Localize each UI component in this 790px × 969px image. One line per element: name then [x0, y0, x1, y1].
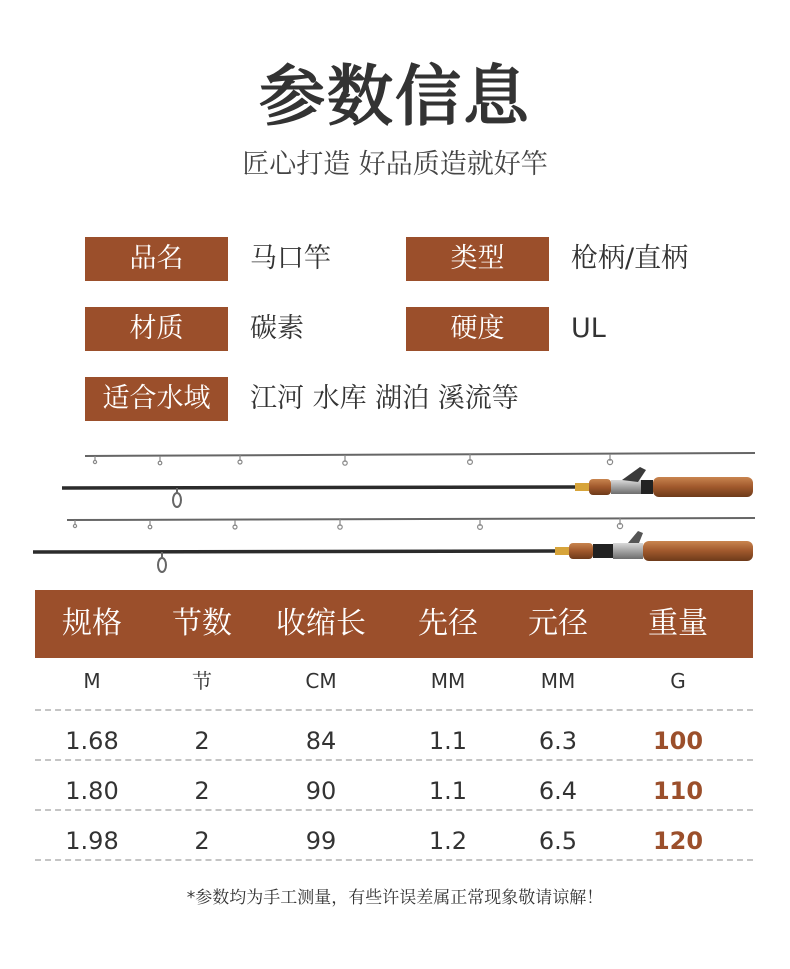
measurement-note: *参数均为手工测量，有些许误差属正常现象敬请谅解！: [186, 888, 604, 908]
cell-retracted-length: 90: [305, 777, 337, 805]
header-tip-diameter: 先径: [418, 606, 478, 641]
cell-spec: 1.98: [65, 827, 119, 855]
material-value: 碳素: [250, 313, 304, 344]
material-label: 材质: [85, 307, 228, 351]
waters-value: 江河 水库 湖泊 溪流等: [250, 383, 519, 414]
name-label: 品名: [85, 237, 228, 281]
unit-weight: G: [670, 669, 686, 693]
cell-tip-diameter: 1.1: [428, 777, 468, 805]
unit-sections: 节: [192, 669, 212, 693]
unit-butt-diameter: MM: [540, 669, 576, 693]
cell-sections: 2: [194, 827, 210, 855]
page-subtitle: 匠心打造 好品质造就好竿: [242, 149, 548, 180]
cell-weight: 120: [652, 827, 704, 855]
divider: [35, 809, 753, 811]
header-sections: 节数: [172, 606, 232, 641]
divider: [35, 859, 753, 861]
header-weight: 重量: [648, 606, 708, 641]
cell-tip-diameter: 1.2: [428, 827, 468, 855]
unit-tip-diameter: MM: [430, 669, 466, 693]
cell-sections: 2: [194, 727, 210, 755]
cell-tip-diameter: 1.1: [428, 727, 468, 755]
name-value: 马口竿: [250, 243, 331, 274]
hardness-value: UL: [571, 313, 606, 344]
unit-spec: M: [83, 669, 101, 693]
cell-sections: 2: [194, 777, 210, 805]
cell-retracted-length: 84: [305, 727, 337, 755]
cell-retracted-length: 99: [305, 827, 337, 855]
header-butt-diameter: 元径: [528, 606, 588, 641]
page-title: 参数信息: [259, 58, 531, 135]
type-label: 类型: [406, 237, 549, 281]
divider: [35, 759, 753, 761]
type-value: 枪柄/直柄: [571, 243, 689, 274]
waters-label: 适合水域: [85, 377, 228, 421]
unit-retracted-length: CM: [305, 669, 337, 693]
cell-spec: 1.68: [65, 727, 119, 755]
cell-butt-diameter: 6.5: [538, 827, 578, 855]
hardness-label: 硬度: [406, 307, 549, 351]
cell-butt-diameter: 6.4: [538, 777, 578, 805]
table-header: [35, 590, 753, 658]
cell-weight: 110: [652, 777, 704, 805]
header-spec: 规格: [62, 606, 122, 641]
cell-spec: 1.80: [65, 777, 119, 805]
fishing-rods-image: [0, 440, 790, 580]
cell-weight: 100: [652, 727, 704, 755]
header-retracted-length: 收缩长: [276, 606, 366, 641]
divider: [35, 709, 753, 711]
cell-butt-diameter: 6.3: [538, 727, 578, 755]
